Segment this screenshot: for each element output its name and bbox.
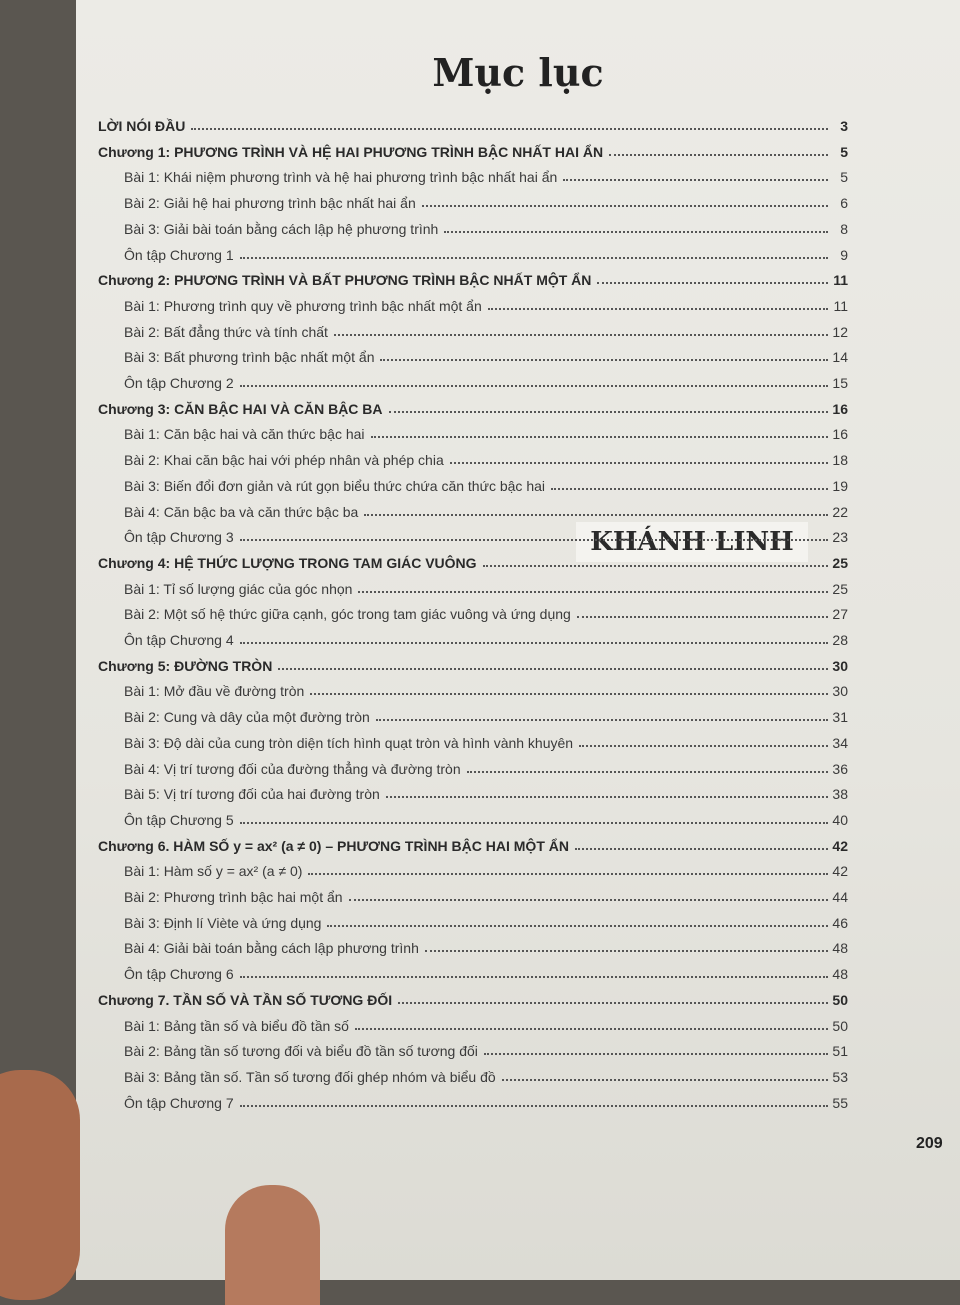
dot-leader xyxy=(398,1002,828,1004)
entry-label: Bài 1: Phương trình quy về phương trình bậc nhất một ẩn xyxy=(124,297,482,314)
dot-leader xyxy=(371,436,828,438)
finger xyxy=(0,1070,80,1300)
entry-label: Chương 5: ĐƯỜNG TRÒN xyxy=(98,657,273,674)
dot-leader xyxy=(278,668,828,670)
entry-label: Bài 4: Giải bài toán bằng cách lập phương trình xyxy=(124,940,419,957)
entry-label: Bài 4: Căn bậc ba và căn thức bậc ba xyxy=(124,503,359,520)
toc-chapter-entry xyxy=(98,650,848,674)
dot-leader xyxy=(240,1105,828,1107)
dot-leader xyxy=(450,462,828,464)
entry-label: Bài 1: Mở đầu về đường tròn xyxy=(124,683,305,700)
toc-lesson-entry xyxy=(124,573,848,597)
entry-label: Bài 2: Khai căn bậc hai với phép nhân và phép chia xyxy=(124,452,444,469)
dot-leader xyxy=(358,591,828,593)
dot-leader xyxy=(425,950,828,952)
entry-label: Chương 6. HÀM SỐ y = ax² (a ≠ 0) – PHƯƠNG TRÌNH BẬC HAI MỘT ẨN xyxy=(98,837,569,854)
entry-label: Ôn tập Chương 7 xyxy=(124,1094,234,1111)
toc-chapter-entry xyxy=(98,547,848,571)
dot-leader xyxy=(575,848,828,850)
toc-lesson-entry xyxy=(124,1061,848,1085)
toc-lesson-entry xyxy=(124,1035,848,1059)
entry-page: 44 xyxy=(832,889,848,905)
entry-label: Bài 2: Bất đẳng thức và tính chất xyxy=(124,323,328,340)
dot-leader xyxy=(597,282,828,284)
finger xyxy=(225,1185,320,1305)
entry-page: 36 xyxy=(832,760,848,777)
toc-lesson-entry xyxy=(124,727,848,751)
entry-page: 12 xyxy=(832,323,848,340)
toc-lesson-entry xyxy=(124,161,848,185)
toc-lesson-entry xyxy=(124,367,848,391)
entry-page: 50 xyxy=(832,991,848,1008)
entry-label: Bài 3: Bất phương trình bậc nhất một ẩn xyxy=(124,349,375,366)
dot-leader xyxy=(240,976,828,978)
entry-label: Bài 2: Bảng tần số tương đối và biểu đồ tần số tương đối xyxy=(124,1043,478,1060)
entry-label: Bài 1: Tỉ số lượng giác của góc nhọn xyxy=(124,580,353,597)
dot-leader xyxy=(355,1028,828,1030)
entry-page: 5 xyxy=(840,169,848,186)
toc-chapter-entry xyxy=(98,264,848,288)
entry-page: 48 xyxy=(832,940,848,957)
dot-leader xyxy=(484,1053,828,1055)
entry-label: Chương 3: CĂN BẬC HAI VÀ CĂN BẬC BA xyxy=(98,400,383,417)
toc-chapter-entry xyxy=(98,110,848,134)
entry-page: 40 xyxy=(832,811,848,828)
dot-leader xyxy=(240,642,828,644)
entry-label: LỜI NÓI ĐẦU xyxy=(98,118,186,134)
dot-leader xyxy=(579,745,828,747)
toc-chapter-entry xyxy=(98,830,848,854)
dot-leader xyxy=(467,771,828,773)
toc-lesson-entry xyxy=(124,881,848,905)
toc-chapter-entry xyxy=(98,136,848,160)
entry-page: 51 xyxy=(832,1043,848,1060)
entry-page: 28 xyxy=(832,632,848,648)
entry-label: Ôn tập Chương 6 xyxy=(124,966,234,983)
entry-page: 48 xyxy=(832,966,848,983)
entry-page: 42 xyxy=(832,863,848,880)
seller-stamp: KHÁNH LINH xyxy=(576,522,808,562)
dot-leader xyxy=(327,925,828,927)
toc-lesson-entry xyxy=(124,958,848,982)
entry-page: 9 xyxy=(840,246,848,263)
toc-lesson-entry xyxy=(124,701,848,725)
entry-page: 3 xyxy=(840,118,848,134)
entry-page: 25 xyxy=(832,580,848,597)
entry-page: 55 xyxy=(832,1094,848,1111)
dot-leader xyxy=(240,385,828,387)
dot-leader xyxy=(551,488,828,490)
entry-page: 23 xyxy=(832,529,848,546)
entry-label: Bài 2: Cung và dây của một đường tròn xyxy=(124,709,370,726)
entry-label: Chương 4: HỆ THỨC LƯỢNG TRONG TAM GIÁC VUÔNG xyxy=(98,554,477,571)
toc-chapter-entry xyxy=(98,393,848,417)
entry-page: 53 xyxy=(832,1068,848,1085)
toc-lesson-entry xyxy=(124,804,848,828)
entry-page: 16 xyxy=(832,400,848,417)
entry-label: Ôn tập Chương 5 xyxy=(124,811,234,828)
dot-leader xyxy=(334,334,828,336)
entry-label: Ôn tập Chương 4 xyxy=(124,632,234,648)
entry-page: 15 xyxy=(832,375,848,391)
dot-leader xyxy=(240,539,828,541)
toc-lesson-entry xyxy=(124,1087,848,1111)
toc-lesson-entry xyxy=(124,341,848,365)
toc-lesson-entry xyxy=(124,598,848,622)
toc-lesson-entry xyxy=(124,496,848,520)
dot-leader xyxy=(308,873,828,875)
entry-page: 22 xyxy=(832,503,848,520)
toc-lesson-entry xyxy=(124,753,848,777)
entry-page: 46 xyxy=(832,914,848,931)
entry-page: 14 xyxy=(832,349,848,366)
dot-leader xyxy=(577,616,828,618)
entry-label: Bài 1: Bảng tần số và biểu đồ tần số xyxy=(124,1017,349,1034)
entry-label: Ôn tập Chương 1 xyxy=(124,246,234,263)
entry-page: 25 xyxy=(832,554,848,571)
entry-page: 31 xyxy=(832,709,848,726)
dot-leader xyxy=(389,411,828,413)
entry-page: 19 xyxy=(832,477,848,494)
page-number: 209 xyxy=(916,1135,943,1152)
entry-page: 34 xyxy=(832,734,848,751)
entry-label: Bài 3: Độ dài của cung tròn diện tích hình quạt tròn và hình vành khuyên xyxy=(124,734,574,751)
entry-label: Bài 3: Định lí Viète và ứng dụng xyxy=(124,914,322,931)
dot-leader xyxy=(376,719,828,721)
toc-lesson-entry xyxy=(124,444,848,468)
page-title: Mục lục xyxy=(432,50,604,95)
dot-leader xyxy=(349,899,828,901)
entry-label: Chương 2: PHƯƠNG TRÌNH VÀ BẤT PHƯƠNG TRÌNH BẬC NHẤT MỘT ẨN xyxy=(98,272,592,289)
dot-leader xyxy=(386,796,828,798)
dot-leader xyxy=(240,257,828,259)
toc-lesson-entry xyxy=(124,187,848,211)
entry-page: 16 xyxy=(832,426,848,443)
entry-label: Bài 3: Biến đổi đơn giản và rút gọn biểu thức chứa căn thức bậc hai xyxy=(124,477,545,494)
entry-label: Ôn tập Chương 3 xyxy=(124,529,234,546)
entry-page: 38 xyxy=(832,786,848,803)
entry-page: 11 xyxy=(833,272,848,289)
entry-label: Bài 1: Hàm số y = ax² (a ≠ 0) xyxy=(124,863,303,880)
entry-label: Bài 2: Một số hệ thức giữa cạnh, góc trong tam giác vuông và ứng dụng xyxy=(124,606,571,623)
toc-lesson-entry xyxy=(124,418,848,442)
dot-leader xyxy=(483,565,828,567)
toc-lesson-entry xyxy=(124,521,848,545)
toc-lesson-entry xyxy=(124,1010,848,1034)
entry-page: 6 xyxy=(840,195,848,212)
entry-page: 11 xyxy=(833,297,848,314)
entry-label: Bài 4: Vị trí tương đối của đường thẳng và đường tròn xyxy=(124,760,461,777)
dot-leader xyxy=(240,822,828,824)
entry-label: Bài 1: Khái niệm phương trình và hệ hai phương trình bậc nhất hai ẩn xyxy=(124,169,558,186)
toc-lesson-entry xyxy=(124,624,848,648)
entry-page: 18 xyxy=(832,452,848,469)
entry-label: Bài 3: Giải bài toán bằng cách lập hệ phương trình xyxy=(124,220,439,237)
dot-leader xyxy=(380,359,828,361)
toc-lesson-entry xyxy=(124,316,848,340)
toc-lesson-entry xyxy=(124,470,848,494)
entry-label: Chương 7. TẦN SỐ VÀ TẦN SỐ TƯƠNG ĐỐI xyxy=(98,991,393,1008)
toc-lesson-entry xyxy=(124,213,848,237)
entry-label: Bài 5: Vị trí tương đối của hai đường tròn xyxy=(124,786,380,803)
entry-page: 27 xyxy=(832,606,848,623)
toc-lesson-entry xyxy=(124,932,848,956)
entry-page: 42 xyxy=(832,837,848,854)
dot-leader xyxy=(191,128,828,130)
dot-leader xyxy=(444,231,828,233)
entry-label: Ôn tập Chương 2 xyxy=(124,375,234,391)
toc-chapter-entry xyxy=(98,984,848,1008)
entry-page: 50 xyxy=(832,1017,848,1034)
entry-page: 30 xyxy=(832,683,848,700)
toc-lesson-entry xyxy=(124,675,848,699)
entry-label: Bài 2: Phương trình bậc hai một ẩn xyxy=(124,889,343,905)
dot-leader xyxy=(422,205,828,207)
entry-page: 30 xyxy=(832,657,848,674)
dot-leader xyxy=(488,308,828,310)
entry-label: Bài 1: Căn bậc hai và căn thức bậc hai xyxy=(124,426,365,443)
toc-lesson-entry xyxy=(124,855,848,879)
book-page xyxy=(76,0,960,1280)
entry-label: Bài 2: Giải hệ hai phương trình bậc nhất hai ẩn xyxy=(124,195,416,212)
entry-label: Chương 1: PHƯƠNG TRÌNH VÀ HỆ HAI PHƯƠNG TRÌNH BẬC NHẤT HAI ẨN xyxy=(98,143,604,160)
dot-leader xyxy=(364,514,828,516)
toc-lesson-entry xyxy=(124,290,848,314)
dot-leader xyxy=(502,1079,828,1081)
toc-lesson-entry xyxy=(124,907,848,931)
dot-leader xyxy=(310,693,828,695)
entry-page: 5 xyxy=(840,143,848,160)
toc-lesson-entry xyxy=(124,778,848,802)
toc-lesson-entry xyxy=(124,239,848,263)
dot-leader xyxy=(609,154,828,156)
entry-label: Bài 3: Bảng tần số. Tần số tương đối ghép nhóm và biểu đồ xyxy=(124,1068,496,1085)
entry-page: 8 xyxy=(840,220,848,237)
dot-leader xyxy=(563,179,828,181)
